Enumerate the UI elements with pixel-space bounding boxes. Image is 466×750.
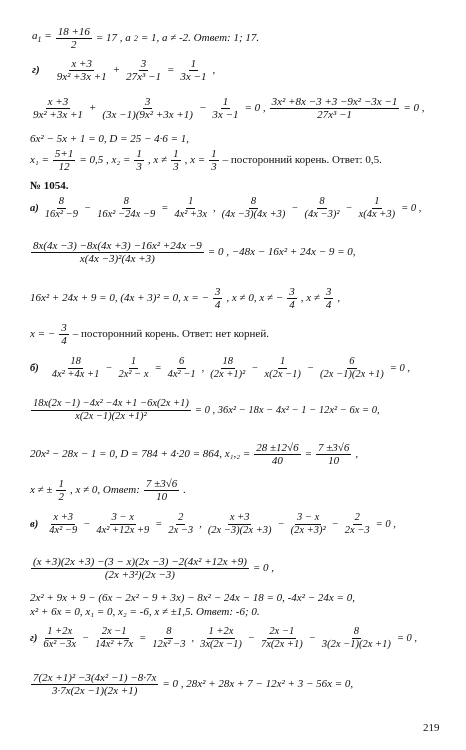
line-a1-a2: $a_1$ = $\frac{18 +16}{2}$ = 17 , a 2 = 1, a ≠ -2. Ответ: 1; 17. bbox=[32, 26, 260, 51]
page-number: 219 bbox=[423, 722, 440, 734]
problem-number-1054: № 1054. bbox=[30, 180, 69, 192]
line-v-1: в) $\frac{x +3}{\text{4x² −9}}$ − $\frac{3 - x}{\text{4x² +12x +9}}$ = $\frac{2}{2x -3}$ , $\frac{x +3}{(2x -3)(2x +3)}$ − $\frac{3 - x}{\text{(2x +3)²}}$ − $\frac{2}{2x -3}$ = 0 , bbox=[30, 512, 396, 536]
line-gg-1: г) $\frac{1 +2x}{\text{6x² −3x}}$ − $\frac{2x -1}{\text{14x² +7x}}$ = $\frac{8}{\text{12x² −3}}$ , $\frac{1 +2x}{3x(2x -1)}$ − $\frac{2x -1}{7x(2x +1)}$ − $\frac{8}{3(2x -1)(2x +1)}$ = 0 , bbox=[30, 626, 418, 650]
line-b-4: x ≠ ± $\frac{1}{2}$ , x ≠ 0, Ответ: $\frac{7 \pm 3√6}{10}$ . bbox=[30, 478, 186, 503]
line-g4: x₁ = $\frac{5+1}{12}$ = 0,5 , x₂ = $\frac{1}{3}$ , x ≠ $\frac{1}{3}$ , x = $\frac{1}{3}$ – посторонний корень. Ответ: 0,5. bbox=[30, 148, 382, 173]
line-g3: 6x² − 5x + 1 = 0, D = 25 − 4·6 = 1, bbox=[30, 133, 190, 145]
line-g1: г) $\frac{x +3}{\text{9x² +3x +1}}$ + $\frac{3}{\text{27x³ −1}}$ = $\frac{1}{3x -1}$ , bbox=[32, 58, 216, 83]
line-v-4: x² + 6x = 0, x₁ = 0, x₂ = -6, x ≠ ±1,5. Ответ: -6; 0. bbox=[30, 606, 260, 618]
line-a-1: а) $\frac{8}{\text{16x² −9}}$ − $\frac{8}{\text{16x² −24x −9}}$ = $\frac{1}{\text{4x² +3x}}$ , $\frac{8}{(4x -3)(4x +3)}$ − $\frac{8}{\text{(4x −3)²}}$ − $\frac{1}{x(4x +3)}$ = 0 , bbox=[30, 196, 422, 220]
line-b-2: $\frac{\text{18x(2x −1) −4x² −4x +1 −6x(2x +1)}}{\text{x(2x −1)(2x +1)²}}$ = 0 , 36x² − 18x − 4x² − 1 − 12x² − 6x = 0, bbox=[33, 398, 380, 422]
line-v-2: $\frac{\text{(x +3)(2x +3) −(3 − x)(2x −3) −2(4x² +12x +9)}}{\text{(2x +3²)(2x −3)}}$ = 0 , bbox=[33, 556, 275, 581]
fraction: $\frac{18 +16}{2}$ bbox=[57, 26, 90, 51]
line-a-2: $\frac{\text{8x(4x −3) −8x(4x +3) −16x² +24x −9}}{\text{x(4x −3)²(4x +3)}}$ = 0 , −48x − 16x² + 24x − 9 = 0, bbox=[33, 240, 356, 265]
line-g2: $\frac{x +3}{\text{9x² +3x +1}}$ + $\frac{3}{\text{(3x −1)(9x² +3x +1)}}$ − $\frac{1}{3x -1}$ = 0 , $\frac{\text{3x² +8x −3 +3 −9x² −3x −1}}{\text{27x³ −1}}$ = 0 , bbox=[33, 96, 425, 121]
line-b-3: 20x² − 28x − 1 = 0, D = 784 + 4·20 = 864, x₁,₂ = $\frac{28 \pm 12√6}{40}$ = $\frac{7 \pm 3√6}{10}$ , bbox=[30, 442, 359, 467]
line-b-1: б) $\frac{18}{\text{4x² +4x +1}}$ − $\frac{1}{\text{2x² − x}}$ = $\frac{6}{\text{4x² −1}}$ , $\frac{18}{\text{(2x +1)²}}$ − $\frac{1}{x(2x -1)}$ − $\frac{6}{(2x -1)(2x +1)}$ = 0 , bbox=[30, 356, 410, 380]
line-a-4: x = − $\frac{3}{4}$ – посторонний корень. Ответ: нет корней. bbox=[30, 322, 269, 347]
line-gg-2: $\frac{\text{7(2x +1)² −3(4x² −1) −8·7x}}{3\cdot 7x(2x -1)(2x +1)}$ = 0 , 28x² + 28x + 7 − 12x² + 3 − 56x = 0, bbox=[33, 672, 354, 697]
line-v-3: 2x² + 9x + 9 − (6x − 2x² − 9 + 3x) − 8x² − 24x − 18 = 0, -4x² − 24x = 0, bbox=[30, 592, 355, 604]
line-a-3: 16x² + 24x + 9 = 0, (4x + 3)² = 0, x = − $\frac{3}{4}$ , x ≠ 0, x ≠ − $\frac{3}{4}$ , x ≠ $\frac{3}{4}$ , bbox=[30, 286, 341, 311]
